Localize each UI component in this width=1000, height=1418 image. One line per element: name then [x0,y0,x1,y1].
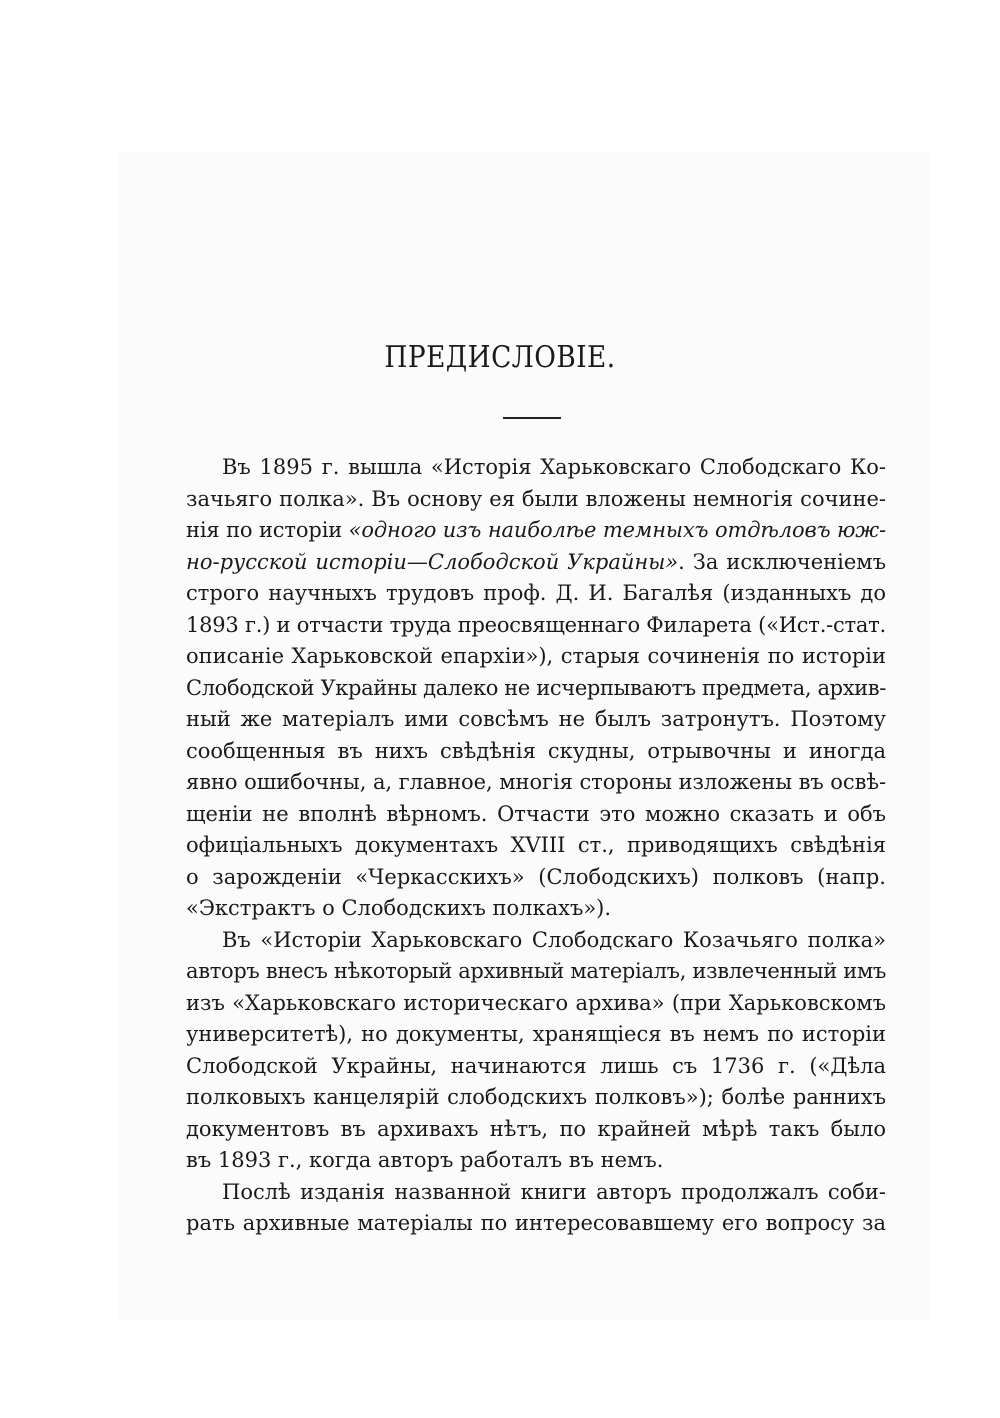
text-line-15: «Экстрактъ о Слободскихъ полкахъ»). [186,896,612,920]
text-line-20: Слободской Украйны, начинаются лишь съ 1736 г. («Дѣла [186,1053,886,1078]
text-line-9: ный же матеріалъ ими совсѣмъ не былъ затронутъ. Поэтому [186,707,886,731]
text-line-14: о зарожденіи «Черкасскихъ» (Слободскихъ) полковъ (напр. [186,864,886,889]
text-line-3 [186,515,886,547]
text-line-3-italic: «одного изъ наиболѣе темныхъ отдѣловъ юж- [348,518,886,542]
text-line-8: Слободской Украйны далеко не исчерпываютъ предмета, архив- [186,675,886,700]
title-divider [503,417,561,419]
page-title: ПРЕДИСЛОВІЕ. [384,340,616,375]
text-line-16: Въ «Исторіи Харьковскаго Слободскаго Козачьяго полка» [222,927,886,952]
text-line-4 [186,547,886,579]
text-line-25: рать архивные матеріалы по интересовавшему его вопросу за [186,1211,886,1235]
text-line-24: Послѣ изданія названной книги авторъ продолжалъ соби- [222,1179,886,1204]
text-line-6: 1893 г.) и отчасти труда преосвященнаго Филарета («Ист.-стат. [186,612,886,637]
text-line-4-italic: но-русской исторіи—Слободской Украйны» [186,549,679,574]
text-line-12: щеніи не вполнѣ вѣрномъ. Отчасти это можно сказать и объ [186,801,886,826]
text-line-22: документовъ въ архивахъ нѣтъ, по крайней мѣрѣ такъ было [186,1116,886,1141]
text-line-7: описаніе Харьковской епархіи»), старыя сочиненія по исторіи [186,644,886,668]
text-line-13: офиціальныхъ документахъ XVIII ст., приводящихъ свѣдѣнія [186,833,886,857]
text-line-10: сообщенныя въ нихъ свѣдѣнія скудны, отрывочны и иногда [186,738,886,763]
text-line-4-tail: . За исключеніемъ [678,549,886,574]
text-line-17: авторъ внесъ нѣкоторый архивный матеріалъ, извлеченный имъ [186,959,886,983]
text-line-21: полковыхъ канцелярій слободскихъ полковъ»); болѣе раннихъ [186,1085,886,1109]
text-line-5: строго научныхъ трудовъ проф. Д. И. Багалѣя (изданныхъ до [186,581,886,605]
text-line-18: изъ «Харьковскаго историческаго архива» (при Харьковскомъ [186,990,886,1015]
text-line-1: Въ 1895 г. вышла «Исторія Харьковскаго Слободскаго Ко- [222,455,886,479]
text-line-3-plain: нія по исторіи [186,518,349,542]
text-line-11: явно ошибочны, а, главное, многія стороны изложены въ освѣ- [186,770,886,794]
text-line-19: университетѣ), но документы, хранящіеся въ немъ по исторіи [186,1022,886,1046]
text-line-23: въ 1893 г., когда авторъ работалъ въ немъ. [186,1148,664,1172]
preface-body [186,452,886,1240]
text-line-2: зачьяго полка». Въ основу ея были вложены немногія сочине- [186,486,886,511]
